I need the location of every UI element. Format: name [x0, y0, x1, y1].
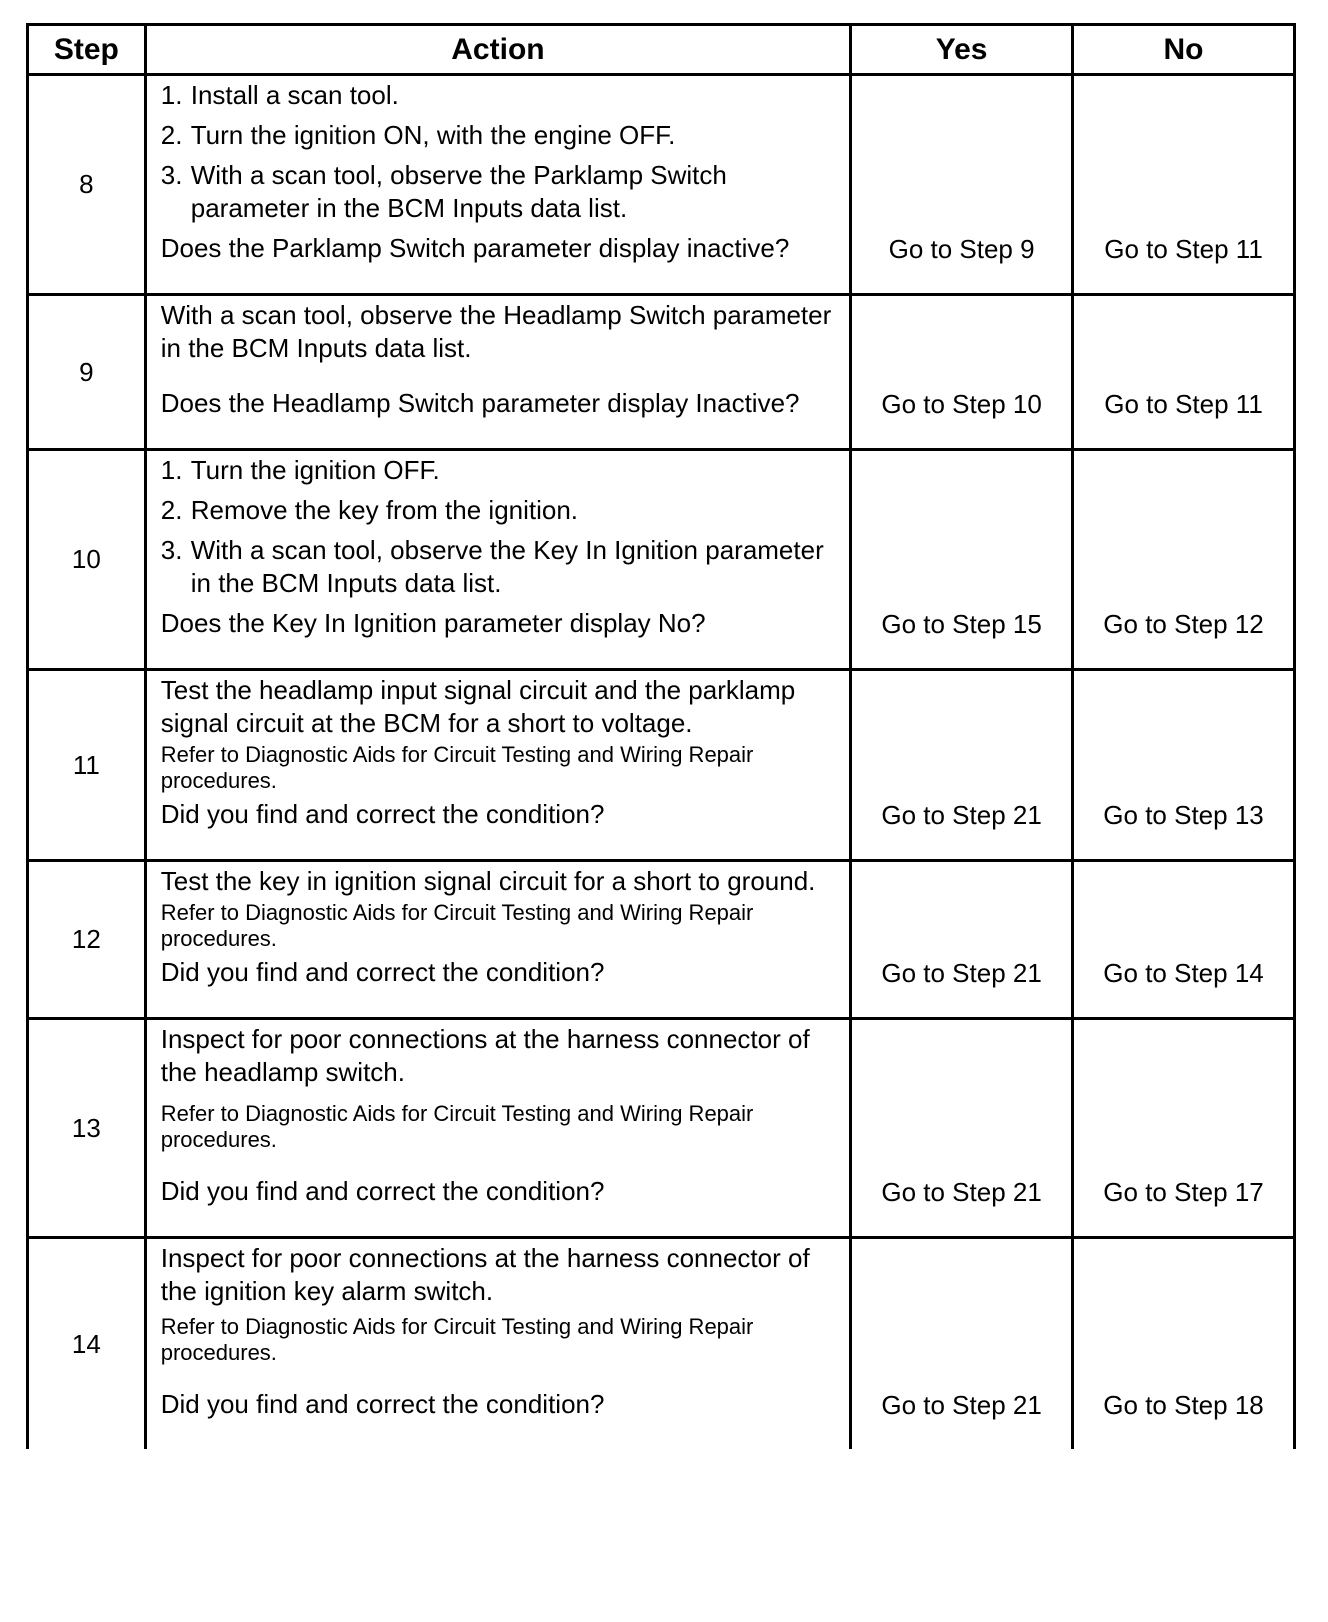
action-cell: [145, 670, 850, 861]
table-row: [28, 75, 1295, 295]
step-number: 9: [28, 295, 146, 450]
action-cell: [145, 75, 850, 295]
item-text: Turn the ignition OFF.: [190, 455, 440, 485]
step-number: 12: [28, 861, 146, 1019]
step-number: 8: [28, 75, 146, 295]
item-number: 2.: [160, 495, 183, 525]
reference-note: Refer to Diagnostic Aids for Circuit Testing and Wiring Repair procedures.: [160, 742, 754, 793]
action-cell: [145, 450, 850, 670]
action-list-item: [161, 534, 839, 600]
item-number: 3.: [160, 160, 183, 190]
item-text: With a scan tool, observe the Key In Ignition parameter in the BCM Inputs data list.: [190, 535, 824, 598]
yes-goto: Go to Step 10: [851, 295, 1073, 450]
no-goto: Go to Step 18: [1073, 1238, 1295, 1450]
table-row: [28, 1019, 1295, 1238]
action-list-item: [161, 159, 839, 225]
reference-note: Refer to Diagnostic Aids for Circuit Testing and Wiring Repair procedures.: [160, 1101, 754, 1152]
item-number: 2.: [160, 120, 183, 150]
yes-goto: Go to Step 21: [851, 1238, 1073, 1450]
action-text: Inspect for poor connections at the harness connector of the headlamp switch.: [160, 1024, 810, 1087]
item-text: Turn the ignition ON, with the engine OFF.: [190, 120, 676, 150]
table-row: [28, 670, 1295, 861]
header-row: [28, 25, 1295, 75]
diagnostic-table-document: [26, 23, 1296, 1449]
action-cell: [145, 1238, 850, 1450]
step-number: 14: [28, 1238, 146, 1450]
yes-goto: Go to Step 21: [851, 670, 1073, 861]
diagnostic-table: [26, 23, 1296, 1449]
step-number: 13: [28, 1019, 146, 1238]
table-row: [28, 861, 1295, 1019]
reference-note: Refer to Diagnostic Aids for Circuit Testing and Wiring Repair procedures.: [160, 1314, 754, 1365]
action-text: With a scan tool, observe the Headlamp Switch parameter in the BCM Inputs data list.: [160, 300, 832, 363]
action-list-item: [161, 454, 839, 487]
table-row: [28, 450, 1295, 670]
step-number: 11: [28, 670, 146, 861]
action-text: Test the headlamp input signal circuit and the parklamp signal circuit at the BCM for a short to voltage.: [160, 675, 796, 738]
no-goto: Go to Step 13: [1073, 670, 1295, 861]
item-text: Install a scan tool.: [190, 80, 399, 110]
reference-note: Refer to Diagnostic Aids for Circuit Testing and Wiring Repair procedures.: [160, 900, 754, 951]
question-text: Does the Key In Ignition parameter display No?: [160, 608, 706, 638]
yes-goto: Go to Step 15: [851, 450, 1073, 670]
action-cell: [145, 861, 850, 1019]
question-text: Does the Headlamp Switch parameter display Inactive?: [160, 388, 800, 418]
header-yes: Yes: [851, 25, 1073, 75]
action-text: Test the key in ignition signal circuit for a short to ground.: [160, 866, 816, 896]
yes-goto: Go to Step 21: [851, 861, 1073, 1019]
header-action: Action: [145, 25, 850, 75]
no-goto: Go to Step 11: [1073, 75, 1295, 295]
question-text: Did you find and correct the condition?: [160, 799, 605, 829]
action-list-item: [161, 494, 839, 527]
action-cell: [145, 295, 850, 450]
no-goto: Go to Step 17: [1073, 1019, 1295, 1238]
item-text: Remove the key from the ignition.: [190, 495, 579, 525]
question-text: Did you find and correct the condition?: [160, 1176, 605, 1206]
step-number: 10: [28, 450, 146, 670]
question-text: Does the Parklamp Switch parameter display inactive?: [160, 233, 790, 263]
action-list-item: [161, 119, 839, 152]
item-number: 3.: [160, 535, 183, 565]
no-goto: Go to Step 14: [1073, 861, 1295, 1019]
yes-goto: Go to Step 21: [851, 1019, 1073, 1238]
table-row: [28, 1238, 1295, 1450]
table-row: [28, 295, 1295, 450]
action-cell: [145, 1019, 850, 1238]
no-goto: Go to Step 11: [1073, 295, 1295, 450]
action-text: Inspect for poor connections at the harness connector of the ignition key alarm switch.: [160, 1243, 810, 1306]
header-no: No: [1073, 25, 1295, 75]
action-list-item: [161, 79, 839, 112]
item-number: 1.: [160, 455, 183, 485]
item-number: 1.: [160, 80, 183, 110]
question-text: Did you find and correct the condition?: [160, 1389, 605, 1419]
yes-goto: Go to Step 9: [851, 75, 1073, 295]
item-text: With a scan tool, observe the Parklamp Switch parameter in the BCM Inputs data list.: [190, 160, 727, 223]
question-text: Did you find and correct the condition?: [160, 957, 605, 987]
header-step: Step: [28, 25, 146, 75]
no-goto: Go to Step 12: [1073, 450, 1295, 670]
